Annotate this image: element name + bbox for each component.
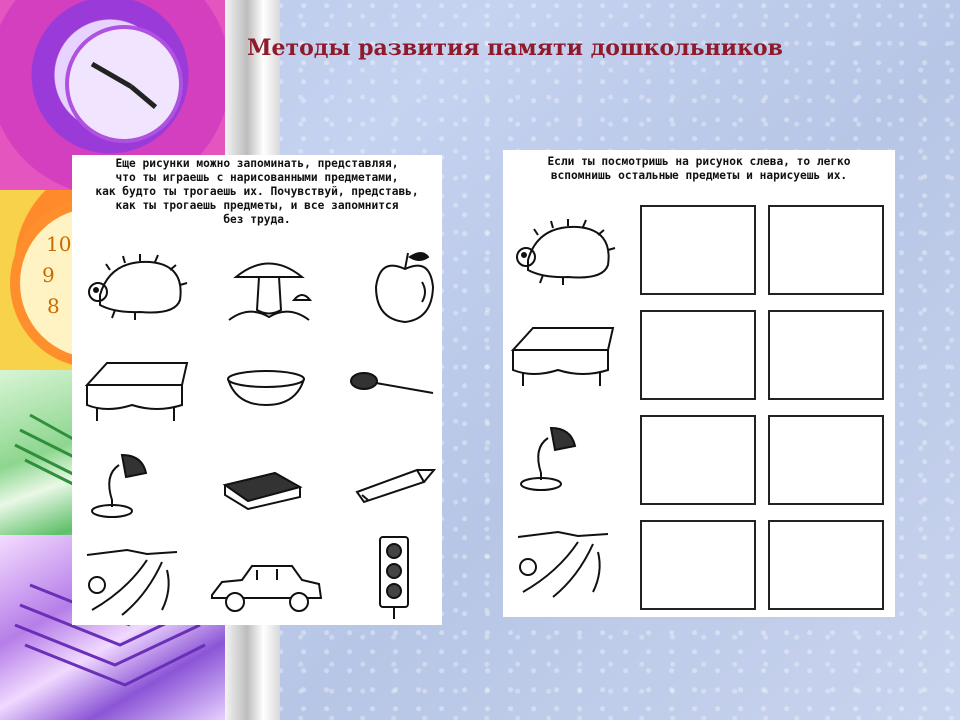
answer-box bbox=[768, 205, 884, 295]
answer-box bbox=[640, 520, 756, 610]
clock-hour-hand bbox=[91, 62, 132, 89]
spoon-picture bbox=[347, 365, 437, 405]
desk-lamp-picture bbox=[513, 418, 588, 496]
answer-box bbox=[768, 310, 884, 400]
answer-box bbox=[640, 310, 756, 400]
instruction-line: как ты трогаешь предметы, и все запомнится bbox=[115, 199, 399, 212]
instruction-line: Если ты посмотришь на рисунок слева, то легко bbox=[547, 155, 851, 168]
answer-box bbox=[768, 415, 884, 505]
answer-box bbox=[768, 520, 884, 610]
clock-number: 8 bbox=[47, 294, 60, 318]
table-picture bbox=[508, 320, 618, 392]
book-picture bbox=[220, 465, 305, 510]
clock-number: 9 bbox=[42, 263, 55, 287]
clock-minute-hand bbox=[129, 85, 157, 109]
clock-face bbox=[65, 25, 183, 143]
hedgehog-picture bbox=[80, 250, 190, 325]
instruction-line: вспомнишь остальные предметы и нарисуешь их. bbox=[550, 169, 848, 182]
answer-box bbox=[640, 205, 756, 295]
desk-lamp-picture bbox=[84, 445, 159, 523]
hedgehog-picture bbox=[508, 215, 618, 290]
bowl-picture bbox=[224, 367, 309, 412]
road-landscape-picture bbox=[77, 540, 187, 620]
instruction-line: что ты играешь с нарисованными предметами, bbox=[115, 171, 399, 184]
worksheet-left bbox=[72, 155, 442, 625]
instruction-text bbox=[72, 157, 442, 227]
apple-picture bbox=[370, 247, 440, 327]
table-picture bbox=[82, 355, 192, 427]
instruction-line: как будто ты трогаешь их. Почувствуй, представь, bbox=[95, 185, 419, 198]
instruction-line: без труда. bbox=[223, 213, 291, 226]
clock-number: 10 bbox=[46, 232, 72, 256]
road-landscape-picture bbox=[508, 522, 618, 602]
car-picture bbox=[207, 560, 327, 615]
pencil-picture bbox=[352, 460, 437, 505]
mushroom-picture bbox=[224, 255, 314, 327]
instruction-text bbox=[503, 155, 895, 183]
instruction-line: Еще рисунки можно запоминать, представляя, bbox=[115, 157, 399, 170]
page-title: Методы развития памяти дошкольников bbox=[247, 35, 783, 61]
worksheet-right bbox=[503, 150, 895, 617]
traffic-light-picture bbox=[372, 527, 417, 622]
answer-box bbox=[640, 415, 756, 505]
